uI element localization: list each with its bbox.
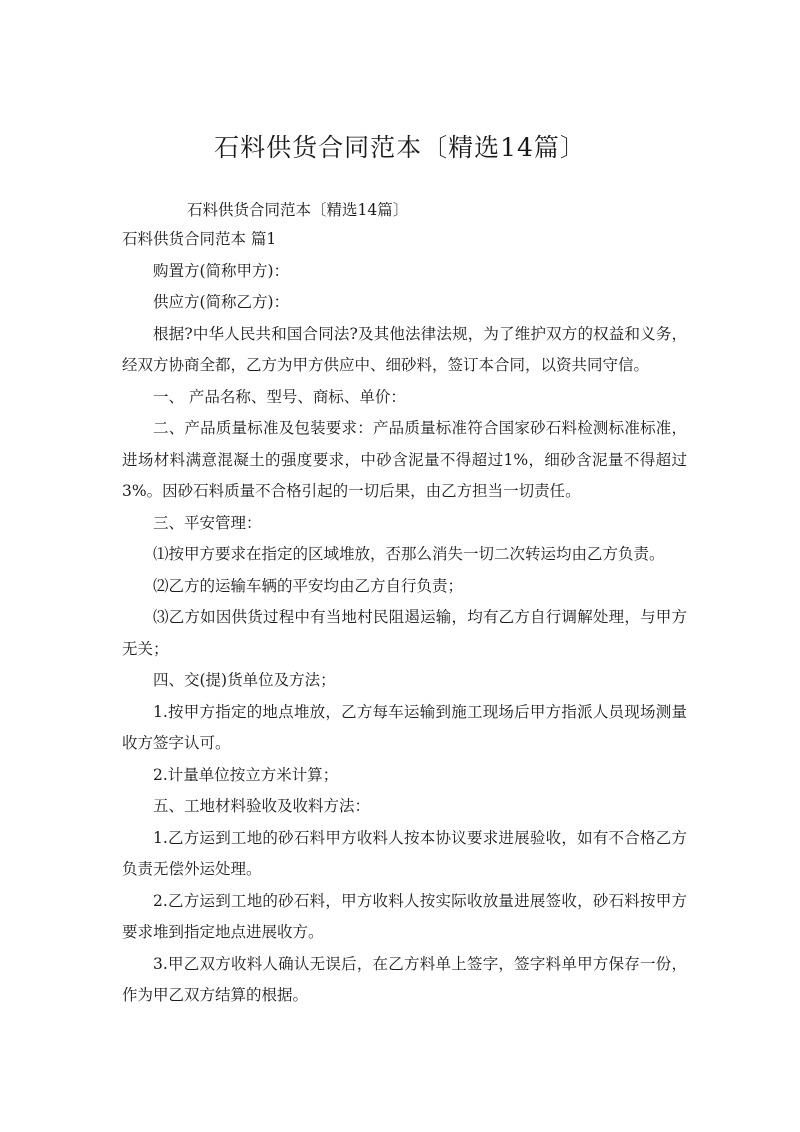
section-heading: 石料供货合同范本 篇1 xyxy=(122,230,277,248)
paragraph: 2.计量单位按立方米计算； xyxy=(153,765,339,784)
paragraph: 供应方(简称乙方)： xyxy=(153,293,290,311)
paragraph: ⑴按甲方要求在指定的区域堆放，否那么消失一切二次转运均由乙方负责。 xyxy=(153,545,665,563)
paragraph: 一、 产品名称、型号、商标、单价： xyxy=(153,387,406,406)
document-subtitle: 石料供货合同范本〔精选14篇〕 xyxy=(187,201,409,219)
paragraph: 五、工地材料验收及收料方法： xyxy=(153,797,371,815)
paragraph: 2.乙方运到工地的砂石料，甲方收料人按实际收放量进展签收，砂石料按甲方要求堆到指定地点进展收方。 xyxy=(122,891,687,941)
paragraph: 3.甲乙双方收料人确认无误后，在乙方料单上签字，签字料单甲方保存一份，作为甲乙双方结算的根据。 xyxy=(122,954,687,1004)
document-title: 石料供货合同范本〔精选14篇〕 xyxy=(214,133,586,162)
paragraph: ⑶乙方如因供货过程中有当地村民阻遏运输，均有乙方自行调解处理，与甲方无关； xyxy=(122,608,687,658)
paragraph: 1.乙方运到工地的砂石料甲方收料人按本协议要求进展验收，如有不合格乙方负责无偿外运处理。 xyxy=(122,828,687,878)
document-body xyxy=(122,224,687,1012)
paragraph: 购置方(简称甲方)： xyxy=(153,261,290,280)
paragraph: ⑵乙方的运输车辆的平安均由乙方自行负责； xyxy=(153,576,464,595)
paragraph: 1.按甲方指定的地点堆放，乙方每车运输到施工现场后甲方指派人员现场测量收方签字认可。 xyxy=(122,702,687,752)
paragraph: 根据?中华人民共和国合同法?及其他法律法规，为了维护双方的权益和义务，经双方协商全都，乙方为甲方供应中、细砂料，签订本合同，以资共同守信。 xyxy=(122,324,687,374)
paragraph: 四、交(提)货单位及方法； xyxy=(153,671,336,689)
paragraph: 三、平安管理： xyxy=(153,513,262,532)
paragraph: 二、产品质量标准及包装要求：产品质量标准符合国家砂石料检测标准标准，进场材料满意混凝土的强度要求，中砂含泥量不得超过1%，细砂含泥量不得超过3%。因砂石料质量不合格引起的一切后果，由乙方担当一切责任。 xyxy=(122,419,687,500)
